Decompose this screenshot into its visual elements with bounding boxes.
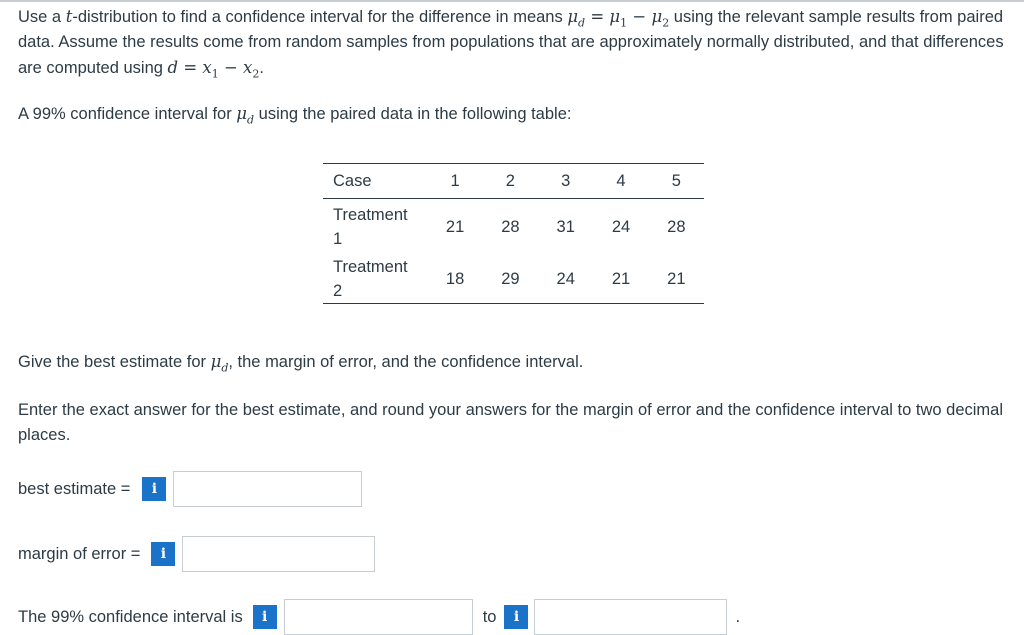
info-icon[interactable]: i — [253, 605, 277, 629]
paired-data-table — [323, 163, 704, 304]
table-cell: 21 — [667, 269, 686, 288]
margin-of-error-label: margin of error = — [18, 544, 141, 563]
case-number: 1 — [427, 164, 482, 199]
ci-lower-input[interactable] — [284, 599, 473, 635]
table-cell: 28 — [667, 217, 686, 236]
best-estimate-label: best estimate = — [18, 479, 131, 498]
t-letter: t — [65, 7, 73, 26]
case-number: 4 — [593, 164, 648, 199]
row-label: Treatment 2 — [333, 258, 408, 300]
table-cell: 24 — [556, 269, 575, 288]
confidence-interval-label: The 99% confidence interval is — [18, 607, 243, 626]
best-estimate-input[interactable] — [173, 471, 362, 507]
margin-of-error-row — [18, 536, 375, 572]
info-icon[interactable]: i — [142, 477, 166, 501]
rounding-instructions: Enter the exact answer for the best estimate, and round your answers for the margin of error and the confidence interval to two decimal places. — [18, 401, 1004, 444]
table-cell: 28 — [501, 217, 520, 236]
case-number: 5 — [649, 164, 704, 199]
case-number: 3 — [538, 164, 593, 199]
table-row — [323, 255, 704, 304]
table-cell: 21 — [445, 217, 465, 236]
table-cell: 21 — [611, 269, 631, 288]
case-number: 2 — [483, 164, 538, 199]
table-cell: 29 — [501, 269, 520, 288]
table-cell: 24 — [611, 217, 631, 236]
ci-upper-input[interactable] — [534, 599, 727, 635]
table-cell: 31 — [556, 217, 575, 236]
question-text: Give the best estimate for $\mu_d$, the margin of error, and the confidence interval. — [18, 352, 584, 375]
period: . — [735, 607, 741, 626]
row-label: Treatment 1 — [333, 206, 408, 248]
margin-of-error-input[interactable] — [182, 536, 375, 572]
confidence-interval-row — [18, 599, 740, 635]
interval-prompt: A 99% confidence interval for $\mu_d$ using the paired data in the following table: — [18, 104, 572, 127]
info-icon[interactable]: i — [504, 605, 528, 629]
best-estimate-row — [18, 471, 362, 507]
top-divider — [0, 0, 1024, 2]
table-row — [323, 199, 704, 256]
to-label: to — [482, 607, 497, 626]
case-header: Case — [323, 164, 427, 199]
table-cell: 18 — [445, 269, 465, 288]
table-header-row — [323, 164, 704, 199]
problem-intro: Use a t-distribution to find a confidence interval for the difference in means $\mu_d = \mu_1 - \mu_2$ using the relevant sample results from paired data. Assume the results come from random samples from populations that are approximately normally distributed, and that differences are computed using $d = x_1 - x_2$. — [18, 7, 1004, 81]
info-icon[interactable]: i — [151, 542, 175, 566]
